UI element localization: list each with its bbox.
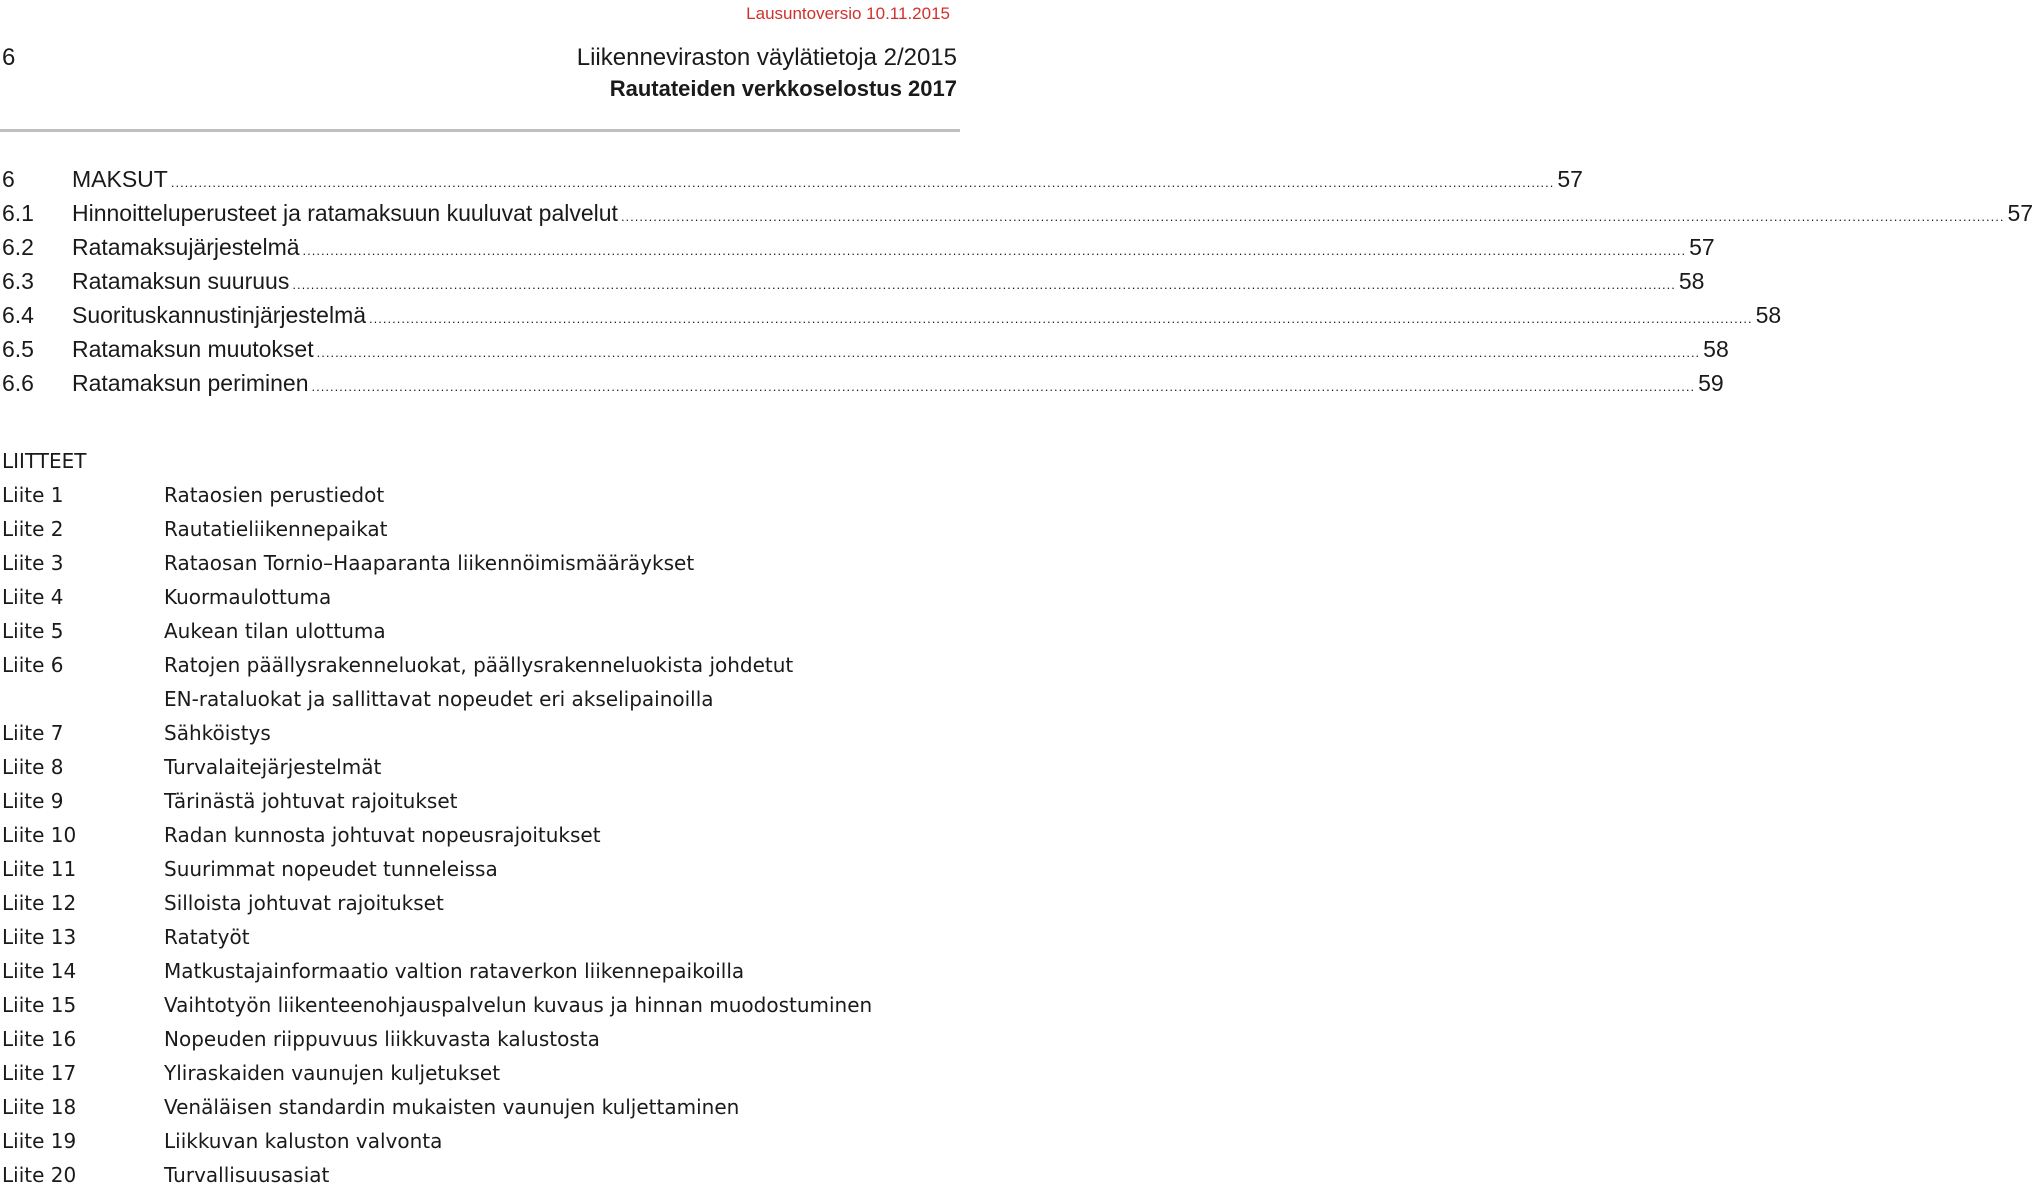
toc-dot-leader: ............................................................................................................................................................................................................................................................................................................ <box>369 311 1753 326</box>
toc-entry-title: Ratamaksun periminen <box>72 370 309 396</box>
appendix-description: Silloista johtuvat rajoitukset <box>164 891 444 915</box>
toc-entry[interactable] <box>2 166 1583 200</box>
appendix-id: Liite 11 <box>2 857 77 881</box>
toc-entry-page: 57 <box>1689 234 1715 260</box>
appendix-description: Turvalaitejärjestelmät <box>164 755 382 779</box>
toc-entry-number: 6.2 <box>2 234 34 260</box>
document-subtitle: Rautateiden verkkoselostus 2017 <box>609 76 957 101</box>
appendix-id: Liite 10 <box>2 823 77 847</box>
appendix-id: Liite 3 <box>2 551 64 575</box>
toc-entry-page: 57 <box>2007 200 2033 226</box>
toc-entry-page: 59 <box>1698 370 1724 396</box>
appendix-id <box>2 682 164 716</box>
appendix-item <box>2 1090 958 1124</box>
toc-entry-number: 6.5 <box>2 336 34 362</box>
toc-entry[interactable] <box>2 268 1705 302</box>
draft-stamp: Lausuntoversio 10.11.2015 <box>746 4 950 23</box>
appendix-item <box>2 1022 958 1056</box>
appendix-id: Liite 17 <box>2 1061 77 1085</box>
toc-entry-page: 58 <box>1678 268 1705 294</box>
header-divider <box>0 129 960 132</box>
toc-entry-number: 6.4 <box>2 302 34 328</box>
appendix-item <box>2 1124 958 1158</box>
toc-entry-number: 6.6 <box>2 370 34 396</box>
appendix-description: Venäläisen standardin mukaisten vaunujen kuljettaminen <box>164 1095 740 1119</box>
appendix-description: Radan kunnosta johtuvat nopeusrajoitukset <box>164 823 601 847</box>
toc-dot-leader: ............................................................................................................................................................................................................................................................................................................ <box>292 277 1676 292</box>
appendix-id: Liite 4 <box>2 585 64 609</box>
appendix-id: Liite 16 <box>2 1027 77 1051</box>
appendix-description: Turvallisuusasiat <box>164 1163 330 1187</box>
appendix-heading: LIITTEET <box>2 449 87 473</box>
page-number: 6 <box>2 44 16 71</box>
appendix-item <box>2 512 958 546</box>
appendix-id: Liite 6 <box>2 653 64 677</box>
appendix-id: Liite 12 <box>2 891 77 915</box>
appendix-item <box>2 716 958 750</box>
toc-entry-page: 58 <box>1755 302 1782 328</box>
appendix-id: Liite 15 <box>2 993 77 1017</box>
toc-entry-page: 58 <box>1703 336 1729 362</box>
toc-dot-leader: ............................................................................................................................................................................................................................................................................................................ <box>620 209 2005 224</box>
appendix-description: Vaihtotyön liikenteenohjauspalvelun kuvaus ja hinnan muodostuminen <box>164 993 873 1017</box>
toc-entry[interactable] <box>2 370 1724 404</box>
appendix-item <box>2 818 958 852</box>
toc-entry[interactable] <box>2 302 1782 336</box>
appendix-description: Ratatyöt <box>164 925 250 949</box>
appendix-item <box>2 954 958 988</box>
appendix-description: Sähköistys <box>164 721 271 745</box>
appendix-id: Liite 5 <box>2 619 64 643</box>
appendix-item <box>2 750 958 784</box>
appendix-description: EN-rataluokat ja sallittavat nopeudet eri akselipainoilla <box>164 687 714 711</box>
appendix-item <box>2 886 958 920</box>
appendix-description: Rataosien perustiedot <box>164 483 385 507</box>
toc-entry[interactable] <box>2 234 1715 268</box>
toc-entry-title: Ratamaksun muutokset <box>72 336 314 362</box>
toc-dot-leader: ............................................................................................................................................................................................................................................................................................................ <box>311 379 1696 394</box>
toc-entry-number: 6.1 <box>2 200 34 226</box>
appendix-id: Liite 18 <box>2 1095 77 1119</box>
appendix-id: Liite 13 <box>2 925 77 949</box>
toc-entry-number: 6.3 <box>2 268 34 294</box>
appendix-description: Liikkuvan kaluston valvonta <box>164 1129 443 1153</box>
appendix-item <box>2 580 958 614</box>
appendix-id: Liite 19 <box>2 1129 77 1153</box>
appendix-description: Yliraskaiden vaunujen kuljetukset <box>164 1061 501 1085</box>
appendix-id: Liite 7 <box>2 721 64 745</box>
toc-entry-number: 6 <box>2 166 15 192</box>
publication-title: Liikenneviraston väylätietoja 2/2015 <box>576 44 957 71</box>
appendix-description: Kuormaulottuma <box>164 585 332 609</box>
appendix-description: Aukean tilan ulottuma <box>164 619 386 643</box>
appendix-description: Matkustajainformaatio valtion rataverkon liikennepaikoilla <box>164 959 745 983</box>
toc-entry-page: 57 <box>1557 166 1583 192</box>
toc-dot-leader: ............................................................................................................................................................................................................................................................................................................ <box>170 175 1555 190</box>
appendix-item <box>2 546 958 580</box>
appendix-item <box>2 784 958 818</box>
toc-entry[interactable] <box>2 336 1729 370</box>
toc-dot-leader: ............................................................................................................................................................................................................................................................................................................ <box>316 345 1701 360</box>
appendix-item <box>2 1056 958 1090</box>
toc-entry-title: MAKSUT <box>72 166 168 192</box>
toc-entry[interactable] <box>2 200 2033 234</box>
appendix-id: Liite 1 <box>2 483 64 507</box>
appendix-item <box>2 478 958 512</box>
appendix-id: Liite 2 <box>2 517 64 541</box>
toc-dot-leader: ............................................................................................................................................................................................................................................................................................................ <box>302 243 1687 258</box>
appendix-description: Suurimmat nopeudet tunneleissa <box>164 857 498 881</box>
table-of-contents <box>2 166 2033 404</box>
appendix-item <box>2 852 958 886</box>
appendix-description: Nopeuden riippuvuus liikkuvasta kalustosta <box>164 1027 600 1051</box>
appendix-description: Rataosan Tornio–Haaparanta liikennöimismääräykset <box>164 551 695 575</box>
toc-entry-title: Ratamaksujärjestelmä <box>72 234 300 260</box>
toc-entry-title: Suorituskannustinjärjestelmä <box>72 302 367 328</box>
appendix-item <box>2 1158 958 1192</box>
appendix-id: Liite 9 <box>2 789 64 813</box>
appendix-id: Liite 14 <box>2 959 77 983</box>
appendix-description: Rautatieliikennepaikat <box>164 517 388 541</box>
toc-entry-title: Hinnoitteluperusteet ja ratamaksuun kuuluvat palvelut <box>72 200 618 226</box>
appendix-item <box>2 988 958 1022</box>
appendix-id: Liite 8 <box>2 755 64 779</box>
appendix-description: Ratojen päällysrakenneluokat, päällysrakenneluokista johdetut <box>164 653 794 677</box>
appendix-item <box>2 614 958 648</box>
appendix-description: Tärinästä johtuvat rajoitukset <box>164 789 458 813</box>
appendix-item <box>2 648 958 682</box>
appendix-list <box>2 444 958 1192</box>
appendix-item <box>2 682 958 716</box>
toc-entry-title: Ratamaksun suuruus <box>72 268 290 294</box>
appendix-item <box>2 920 958 954</box>
appendix-id: Liite 20 <box>2 1163 77 1187</box>
